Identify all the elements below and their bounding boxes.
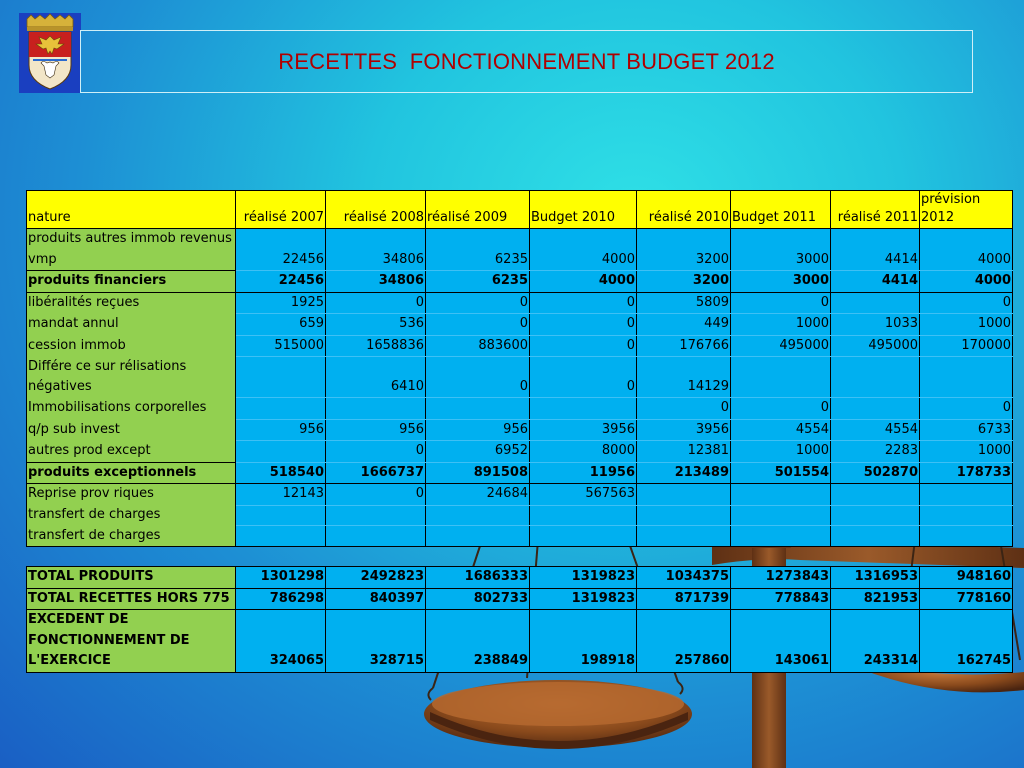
table-row-subtotal: [27, 462, 1013, 484]
row-label: produits financiers: [27, 271, 236, 293]
cell-value: [731, 484, 831, 506]
cell-value: 328715: [326, 610, 426, 673]
cell-value: 1033: [831, 314, 920, 336]
cell-value: 802733: [426, 588, 530, 610]
cell-value: 1301298: [236, 567, 326, 589]
cell-value: [831, 505, 920, 526]
table-row: [27, 441, 1013, 463]
cell-value: 4000: [530, 229, 637, 271]
row-label: libéralités reçues: [27, 292, 236, 314]
table-row: [27, 419, 1013, 441]
cell-value: [637, 505, 731, 526]
cell-value: 14129: [637, 357, 731, 398]
cell-value: 162745: [920, 610, 1013, 673]
cell-value: [920, 526, 1013, 547]
cell-value: [236, 357, 326, 398]
cell-value: [236, 441, 326, 463]
cell-value: 0: [426, 292, 530, 314]
header-prevision-2012: prévision 2012: [920, 191, 1013, 229]
cell-value: 3200: [637, 229, 731, 271]
table-spacer: [27, 547, 1013, 567]
cell-value: 495000: [831, 335, 920, 357]
cell-value: 6952: [426, 441, 530, 463]
row-label: transfert de charges: [27, 526, 236, 547]
cell-value: 6235: [426, 229, 530, 271]
title-box: [80, 30, 973, 93]
cell-value: 4554: [731, 419, 831, 441]
cell-value: 1925: [236, 292, 326, 314]
cell-value: 3200: [637, 271, 731, 293]
cell-value: 0: [326, 441, 426, 463]
header-budget-2010: Budget 2010: [530, 191, 637, 229]
header-nature: nature: [27, 191, 236, 229]
cell-value: [326, 526, 426, 547]
header-realise-2010: réalisé 2010: [637, 191, 731, 229]
cell-value: 1686333: [426, 567, 530, 589]
cell-value: 0: [326, 484, 426, 506]
table-row: [27, 335, 1013, 357]
cell-value: [326, 398, 426, 420]
cell-value: [637, 484, 731, 506]
cell-value: 567563: [530, 484, 637, 506]
cell-value: 0: [326, 292, 426, 314]
table-row-total: [27, 588, 1013, 610]
cell-value: 4554: [831, 419, 920, 441]
cell-value: 536: [326, 314, 426, 336]
cell-value: 1034375: [637, 567, 731, 589]
cell-value: [236, 505, 326, 526]
budget-table: [26, 190, 1013, 673]
cell-value: [731, 357, 831, 398]
cell-value: 22456: [236, 271, 326, 293]
cell-value: 1316953: [831, 567, 920, 589]
table-row-total: [27, 567, 1013, 589]
cell-value: 840397: [326, 588, 426, 610]
header-realise-2011: réalisé 2011: [831, 191, 920, 229]
cell-value: 2283: [831, 441, 920, 463]
table-row: [27, 229, 1013, 271]
cell-value: 176766: [637, 335, 731, 357]
cell-value: 1000: [731, 441, 831, 463]
table-row: [27, 357, 1013, 398]
row-label: EXCEDENT DE FONCTIONNEMENT DE L'EXERCICE: [27, 610, 236, 673]
cell-value: 891508: [426, 462, 530, 484]
cell-value: 4000: [920, 229, 1013, 271]
cell-value: 6410: [326, 357, 426, 398]
cell-value: 4414: [831, 271, 920, 293]
table-row: [27, 314, 1013, 336]
cell-value: [731, 526, 831, 547]
cell-value: [236, 526, 326, 547]
cell-value: 8000: [530, 441, 637, 463]
cell-value: 0: [426, 314, 530, 336]
cell-value: 1000: [731, 314, 831, 336]
cell-value: 3000: [731, 271, 831, 293]
cell-value: 170000: [920, 335, 1013, 357]
cell-value: [426, 526, 530, 547]
cell-value: 213489: [637, 462, 731, 484]
cell-value: 515000: [236, 335, 326, 357]
cell-value: 3956: [637, 419, 731, 441]
cell-value: 178733: [920, 462, 1013, 484]
cell-value: [831, 398, 920, 420]
cell-value: 4000: [920, 271, 1013, 293]
cell-value: [426, 505, 530, 526]
row-label: cession immob: [27, 335, 236, 357]
cell-value: 871739: [637, 588, 731, 610]
header-realise-2009: réalisé 2009: [426, 191, 530, 229]
cell-value: 0: [530, 357, 637, 398]
cell-value: 3000: [731, 229, 831, 271]
cell-value: 0: [530, 292, 637, 314]
cell-value: 257860: [637, 610, 731, 673]
cell-value: 501554: [731, 462, 831, 484]
row-label: produits exceptionnels: [27, 462, 236, 484]
row-label: TOTAL RECETTES HORS 775: [27, 588, 236, 610]
coat-of-arms-icon: [19, 13, 81, 93]
row-label: transfert de charges: [27, 505, 236, 526]
cell-value: 11956: [530, 462, 637, 484]
cell-value: 1000: [920, 314, 1013, 336]
cell-value: 1666737: [326, 462, 426, 484]
cell-value: 0: [731, 292, 831, 314]
row-label: produits autres immob revenus vmp: [27, 229, 236, 271]
cell-value: [236, 398, 326, 420]
cell-value: 495000: [731, 335, 831, 357]
cell-value: 0: [426, 357, 530, 398]
cell-value: [831, 526, 920, 547]
cell-value: 243314: [831, 610, 920, 673]
table-row: [27, 526, 1013, 547]
cell-value: 3956: [530, 419, 637, 441]
cell-value: [530, 505, 637, 526]
cell-value: 956: [326, 419, 426, 441]
row-label: autres prod except: [27, 441, 236, 463]
cell-value: 821953: [831, 588, 920, 610]
header-budget-2011: Budget 2011: [731, 191, 831, 229]
cell-value: 0: [530, 335, 637, 357]
cell-value: 24684: [426, 484, 530, 506]
cell-value: 1000: [920, 441, 1013, 463]
cell-value: 778160: [920, 588, 1013, 610]
cell-value: 238849: [426, 610, 530, 673]
table-row: [27, 292, 1013, 314]
cell-value: 324065: [236, 610, 326, 673]
cell-value: 6235: [426, 271, 530, 293]
slide-title: RECETTES FONCTIONNEMENT BUDGET 2012: [278, 48, 775, 74]
header-realise-2007: réalisé 2007: [236, 191, 326, 229]
row-label: Immobilisations corporelles: [27, 398, 236, 420]
cell-value: 6733: [920, 419, 1013, 441]
cell-value: 22456: [236, 229, 326, 271]
row-label: mandat annul: [27, 314, 236, 336]
cell-value: [326, 505, 426, 526]
table-row: [27, 398, 1013, 420]
cell-value: 1658836: [326, 335, 426, 357]
cell-value: 5809: [637, 292, 731, 314]
row-label: TOTAL PRODUITS: [27, 567, 236, 589]
cell-value: 0: [920, 292, 1013, 314]
cell-value: 0: [920, 398, 1013, 420]
cell-value: 778843: [731, 588, 831, 610]
cell-value: [831, 484, 920, 506]
cell-value: [831, 357, 920, 398]
cell-value: 502870: [831, 462, 920, 484]
cell-value: 1273843: [731, 567, 831, 589]
cell-value: 0: [637, 398, 731, 420]
cell-value: 786298: [236, 588, 326, 610]
cell-value: 4000: [530, 271, 637, 293]
cell-value: [530, 526, 637, 547]
cell-value: 34806: [326, 271, 426, 293]
table-header-row: [27, 191, 1013, 229]
cell-value: 0: [530, 314, 637, 336]
table-row: [27, 505, 1013, 526]
cell-value: 4414: [831, 229, 920, 271]
table-row-total: [27, 610, 1013, 673]
row-label: q/p sub invest: [27, 419, 236, 441]
cell-value: 1319823: [530, 567, 637, 589]
cell-value: 956: [236, 419, 326, 441]
row-label: Différe ce sur rélisations négatives: [27, 357, 236, 398]
cell-value: 948160: [920, 567, 1013, 589]
cell-value: [920, 505, 1013, 526]
cell-value: 34806: [326, 229, 426, 271]
cell-value: 883600: [426, 335, 530, 357]
cell-value: [920, 484, 1013, 506]
cell-value: [731, 505, 831, 526]
cell-value: [530, 398, 637, 420]
cell-value: [831, 292, 920, 314]
table-row: [27, 484, 1013, 506]
cell-value: 956: [426, 419, 530, 441]
cell-value: 0: [731, 398, 831, 420]
cell-value: 518540: [236, 462, 326, 484]
cell-value: 12381: [637, 441, 731, 463]
table-row-subtotal: [27, 271, 1013, 293]
cell-value: 198918: [530, 610, 637, 673]
cell-value: 659: [236, 314, 326, 336]
cell-value: 143061: [731, 610, 831, 673]
cell-value: 449: [637, 314, 731, 336]
cell-value: 12143: [236, 484, 326, 506]
row-label: Reprise prov riques: [27, 484, 236, 506]
cell-value: [426, 398, 530, 420]
header-realise-2008: réalisé 2008: [326, 191, 426, 229]
cell-value: 2492823: [326, 567, 426, 589]
cell-value: [920, 357, 1013, 398]
cell-value: 1319823: [530, 588, 637, 610]
cell-value: [637, 526, 731, 547]
